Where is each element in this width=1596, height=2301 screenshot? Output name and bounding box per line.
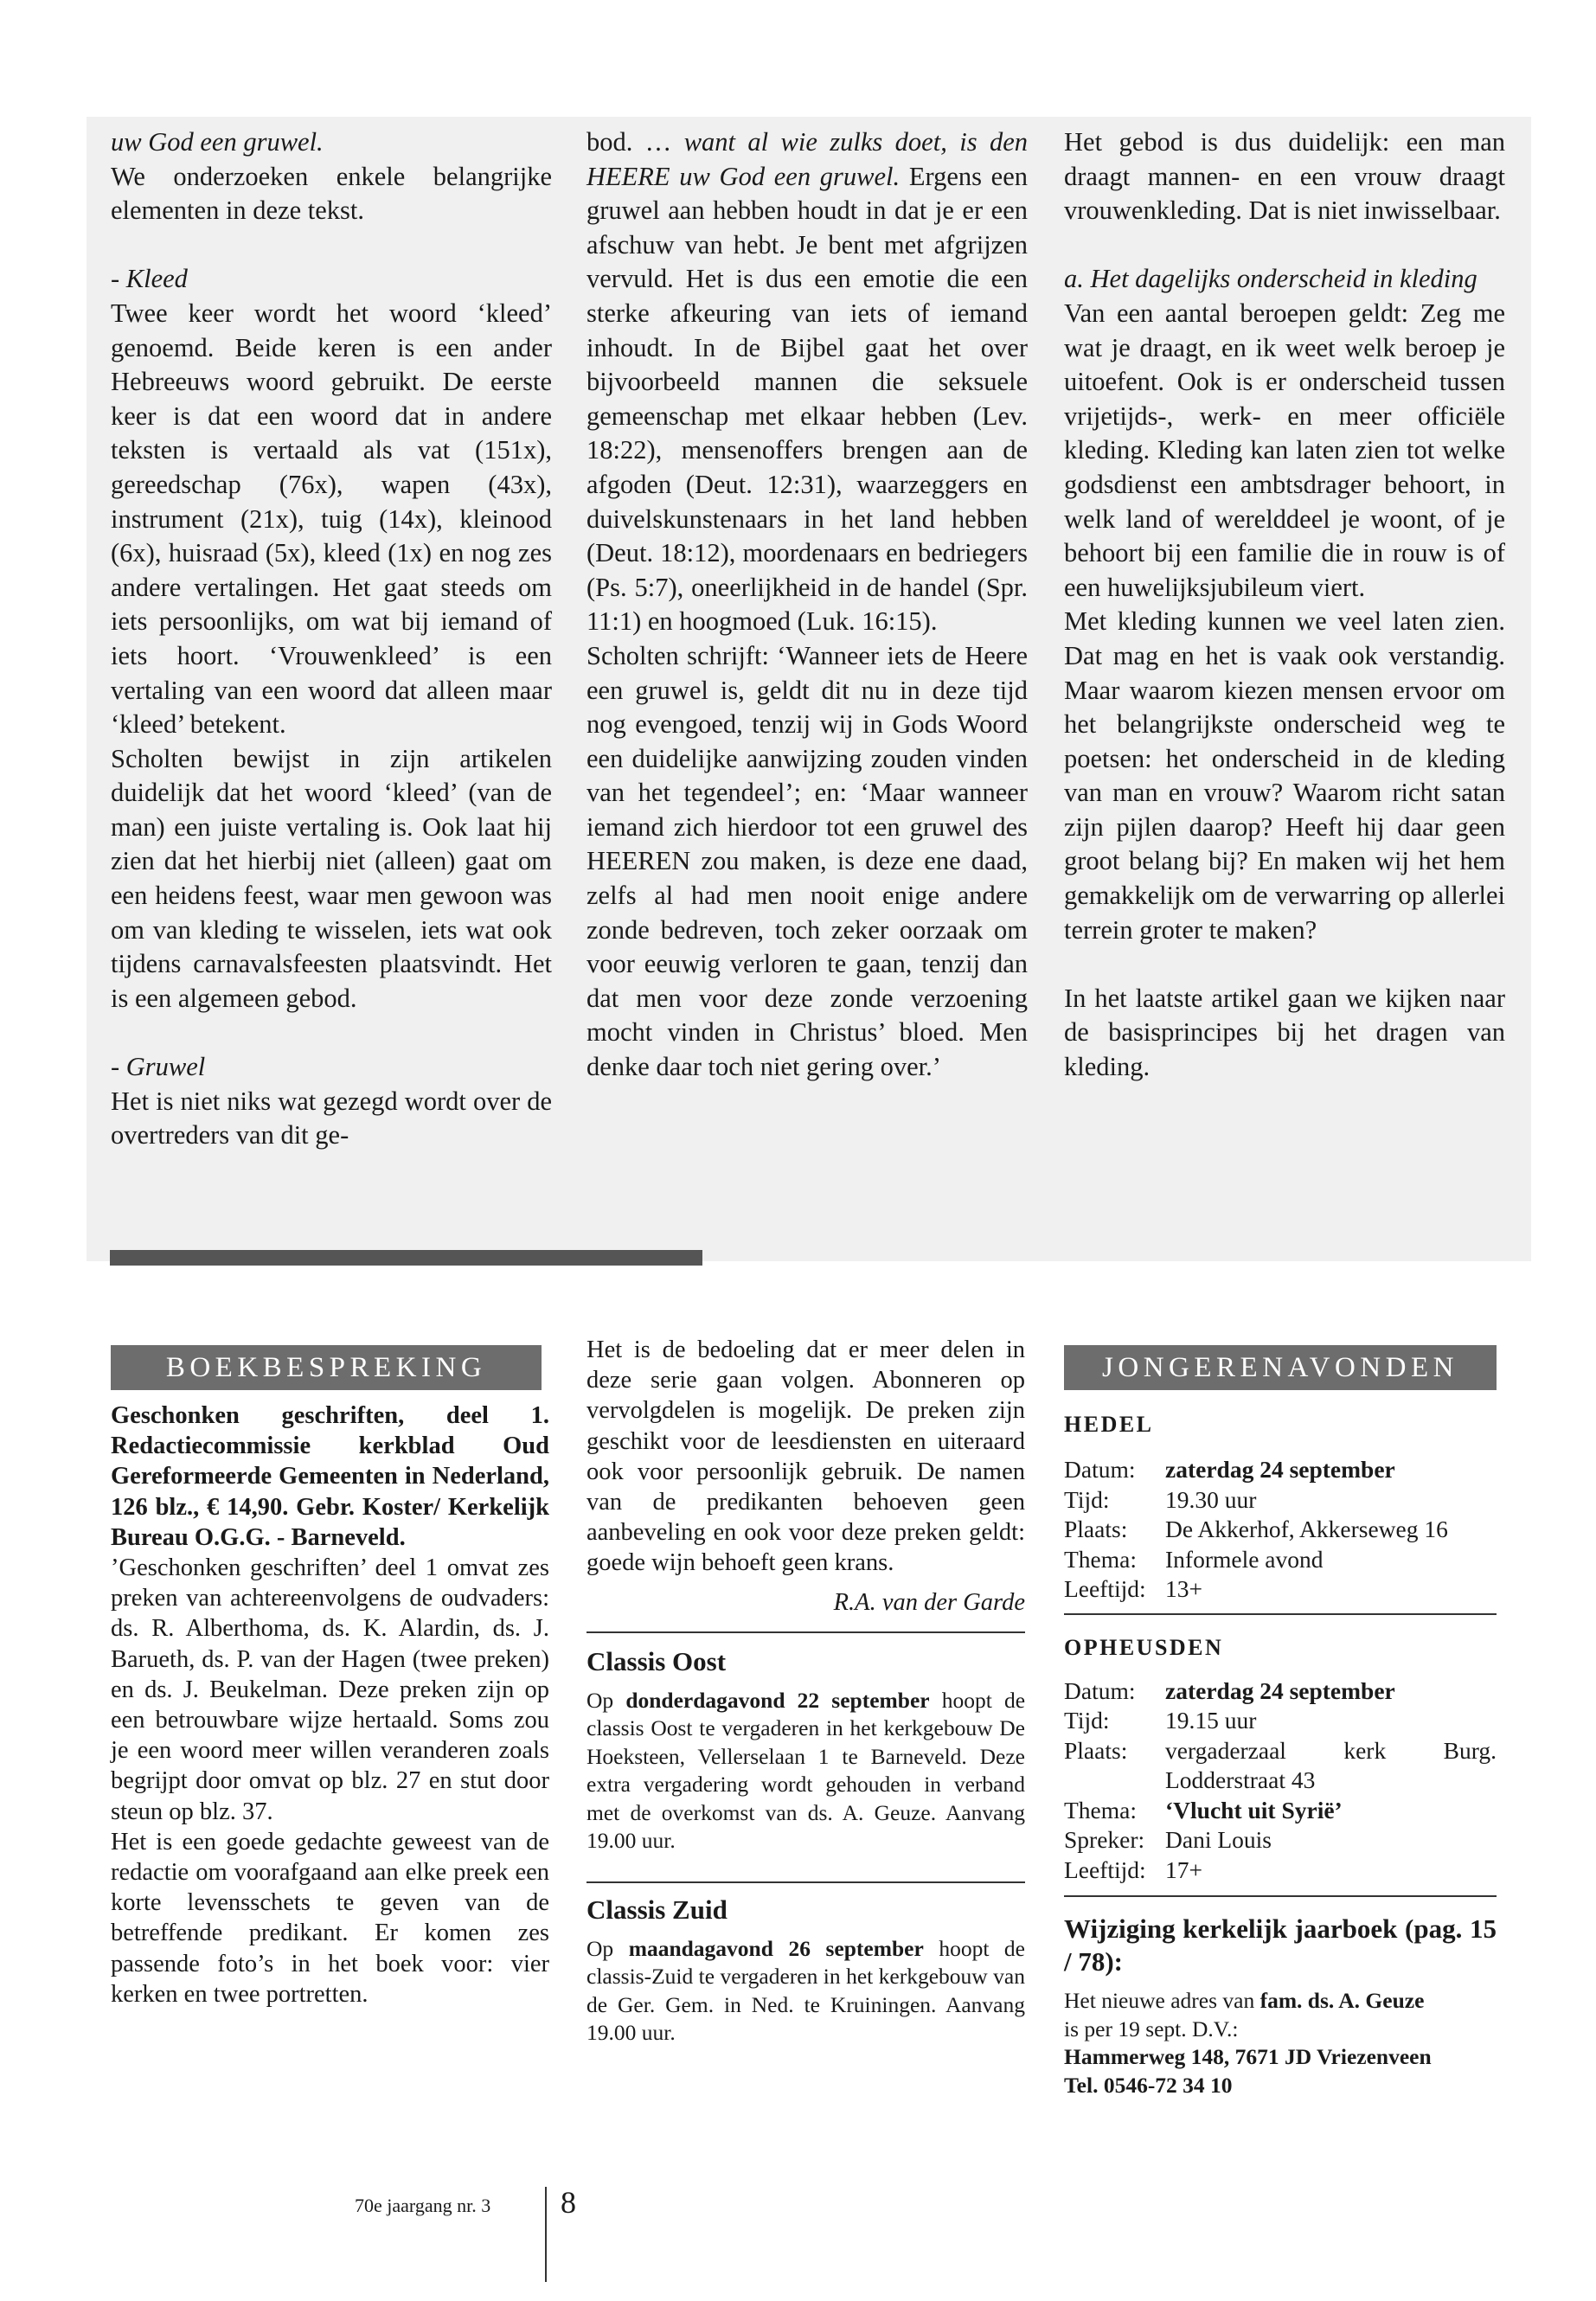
opheusden-label: OPHEUSDEN: [1064, 1634, 1224, 1660]
jaarboek-name: fam. ds. A. Geuze: [1259, 1988, 1425, 2014]
hedel-row-key: Thema:: [1064, 1545, 1137, 1573]
hedel-row: [1064, 1455, 1448, 1485]
hedel-row-key: Plaats:: [1064, 1516, 1128, 1543]
hedel-row: [1064, 1485, 1448, 1516]
kleed-paragraph: Twee keer wordt het woord ‘kleed’ genoemd. Beide keren is een ander Hebreeuws woord gebruikt. De eerste keer is dat een woord dat in andere teksten is vertaald als vat (151x), gereedschap (76x), wapen (43x), instrument (21x), tuig (14x), kleinood (6x), huisraad (5x), kleed (1x) en nog zes andere vertalingen. Het gaat steeds om iets persoonlijks, om wat bij iemand of iets hoort. ‘Vrouwenkleed’ is een vertaling van een woord dat alleen maar ‘kleed’ betekent.: [111, 298, 552, 740]
divider-line: [586, 1881, 1025, 1883]
onderscheid-heading: a. Het dagelijks onderscheid in kleding: [1064, 264, 1477, 294]
opheusden-row: [1064, 1856, 1497, 1886]
review-author: R.A. van der Garde: [833, 1588, 1025, 1616]
beroepen-paragraph: Van een aantal beroepen geldt: Zeg me wat je draagt, en ik weet welk beroep je uitoefent. Ook is er onderscheid tussen vrijetijds-, werk- en meer officiële kleding. Kleding kan laten zien tot welke godsdienst een ambtsdrager behoort, in welk land of werelddeel je woont, of je behoort bij een familie die in rouw is of een huwelijksjubileum viert.: [1064, 298, 1505, 602]
divider-line: [586, 1631, 1025, 1633]
jaarboek-address: Hammerweg 148, 7671 JD Vriezenveen: [1064, 2044, 1432, 2070]
classis-zuid-body: hoopt de classis-Zuid te vergaderen in het kerkgebouw van de Ger. Gem. in Ned. te Kruiningen. Aanvang 19.00 uur.: [586, 1935, 1025, 2046]
divider-line: [1064, 1613, 1497, 1615]
boekbespreking-heading: BOEKBESPREKING: [111, 1345, 542, 1390]
book-review-paragraph-3: Het is de bedoeling dat er meer delen in deze serie gaan volgen. Abonneren op vervolgdelen is mogelijk. De preken zijn geschikt voor de leesdiensten en uiteraard ook voor persoonlijk gebruik. De namen van de predikanten behoeven geen aanbeveling en ook voor deze preken geldt: goede wijn behoeft geen krans.: [586, 1336, 1025, 1577]
divider-line: [1064, 1895, 1497, 1897]
book-title-info: Geschonken geschriften, deel 1. Redactiecommissie kerkblad Oud Gereformeerde Gemeenten in Nederland, 126 blz., € 14,90. Gebr. Koster/ Kerkelijk Bureau O.G.G. - Barneveld.: [111, 1402, 549, 1551]
hedel-label: HEDEL: [1064, 1412, 1154, 1437]
hedel-row-value: zaterdag 24 september: [1165, 1456, 1395, 1484]
hedel-row-value: 19.30 uur: [1165, 1485, 1257, 1513]
gebod-start: bod. …: [586, 127, 672, 157]
gebod-quote: want al wie zulks doet, is den HEERE uw God een gruwel.: [586, 127, 1029, 191]
hedel-row-key: Leeftijd:: [1064, 1575, 1146, 1603]
opheusden-row-value: zaterdag 24 september: [1165, 1676, 1395, 1704]
book-review-paragraph-1: ’Geschonken geschriften’ deel 1 omvat zes preken van achtereenvolgens de oudvaders: ds. R. Alberthoma, ds. K. Alardin, ds. J. Barueth, ds. P. van der Hagen (twee preken) en ds. J. Beukelman. Deze preken zijn op een betrouwbare wijze hertaald. Soms zou je een woord meer willen veranderen zoals begrijpt door omvat op blz. 27 en stut door steun op blz. 37.: [111, 1554, 549, 1825]
hedel-info-table: [1064, 1455, 1448, 1605]
classis-oost-text: [586, 1687, 1025, 1856]
jaarboek-text-2: is per 19 sept. D.V.:: [1064, 2016, 1239, 2041]
opheusden-row-key: Thema:: [1064, 1796, 1137, 1823]
volume-info: 70e jaargang nr. 3: [355, 2195, 491, 2216]
opheusden-row-key: Spreker:: [1064, 1826, 1145, 1854]
hedel-row-key: Datum:: [1064, 1456, 1136, 1484]
classis-zuid-op: Op: [586, 1935, 614, 1961]
page-number: 8: [561, 2185, 576, 2220]
article-column-3: [1064, 125, 1505, 1085]
boekbespreking-column: [111, 1345, 549, 2009]
hedel-row: [1064, 1515, 1448, 1545]
classis-zuid-date: maandagavond 26 september: [628, 1935, 924, 1961]
gruwel-paragraph: Het is niet niks wat gezegd wordt over de overtreders van dit ge-: [111, 1086, 552, 1150]
opheusden-row-key: Tijd:: [1064, 1707, 1110, 1734]
hedel-row: [1064, 1574, 1448, 1605]
jaarboek-phone: Tel. 0546-72 34 10: [1064, 2072, 1233, 2098]
opheusden-row-key: Leeftijd:: [1064, 1856, 1146, 1883]
scholten-quote: Scholten schrijft: ‘Wanneer iets de Heere een gruwel is, geldt dit nu in deze tijd nog evengoed, tenzij wij in Gods Woord een duidelijke aanwijzing zouden vinden van het tegendeel’; en: ‘Maar wanneer iemand zich hierdoor tot een gruwel des HEEREN zou maken, is deze ene daad, zelfs al had men nooit enige andere zonde bedreven, toch zeker oorzaak om voor eeuwig verloren te gaan, tenzij dan dat men voor deze zonde verzoening mocht vinden in Christus’ bloed. Men denke daar toch niet gering over.’: [586, 640, 1028, 1082]
classis-zuid-text: [586, 1935, 1025, 2048]
section-divider-bar: [110, 1250, 702, 1266]
opheusden-row-value: 19.15 uur: [1165, 1707, 1257, 1734]
hedel-row-key: Tijd:: [1064, 1485, 1110, 1513]
classis-oost-op: Op: [586, 1687, 614, 1713]
opheusden-row-value: vergaderzaal kerk Burg. Lodderstraat 43: [1165, 1736, 1497, 1794]
article-column-1: [111, 125, 552, 1153]
kleding-paragraph: Met kleding kunnen we veel laten zien. Dat mag en het is vaak ook verstandig. Maar waarom kiezen mensen ervoor om het belangrijkste onderscheid weg te poetsen: het onderscheid in de kleding van man en vrouw? Waarom richt satan zijn pijlen daarop? Heeft hij daar geen groot belang bij? En maken wij het hem gemakkelijk om de verwarring op allerlei terrein groter te maken?: [1064, 606, 1505, 945]
hedel-row-value: De Akkerhof, Akkerseweg 16: [1165, 1516, 1448, 1543]
opheusden-row-value: ‘Vlucht uit Syrië’: [1165, 1796, 1343, 1823]
article-column-2: [586, 125, 1028, 1085]
opheusden-row-value: Dani Louis: [1165, 1826, 1272, 1854]
gruwel-heading: - Gruwel: [111, 1052, 206, 1082]
hedel-row-value: 13+: [1165, 1575, 1203, 1603]
gruwel-explanation: Ergens een gruwel aan hebben houdt in dat je er een afschuw van hebt. Je bent met afgrijzen vervuld. Het is dus een emotie die een sterke afkeuring van iets of iemand inhoudt. In de Bijbel gaat het over bijvoorbeeld mannen die seksuele gemeenschap met elkaar hebben (Lev. 18:22), mensenoffers brengen aan de afgoden (Deut. 12:31), waarzeggers en duivelskunstenaars in het land hebben (Deut. 18:12), moordenaars en bedriegers (Ps. 5:7), oneerlijkheid in de handel (Spr. 11:1) en hoogmoed (Luk. 16:15).: [586, 161, 1029, 637]
hedel-row: [1064, 1545, 1448, 1575]
opheusden-row-key: Datum:: [1064, 1676, 1136, 1704]
hedel-row-value: Informele avond: [1165, 1545, 1324, 1573]
jaarboek-text-1: Het nieuwe adres van: [1064, 1988, 1255, 2014]
scholten-paragraph: Scholten bewijst in zijn artikelen duidelijk dat het woord ‘kleed’ (van de man) een juiste vertaling is. Ook laat hij zien dat het hierbij niet (alleen) gaat om een heidens feest, waar men gewoon was om van kleding te wisselen, iets wat ook tijdens carnavalsfeesten plaatsvindt. Het is een algemeen gebod.: [111, 743, 552, 1013]
classis-oost-date: donderdagavond 22 september: [625, 1687, 930, 1713]
classis-oost-heading: Classis Oost: [586, 1645, 727, 1676]
opheusden-row: [1064, 1736, 1497, 1796]
opheusden-row: [1064, 1706, 1497, 1736]
gebod-conclusion: Het gebod is dus duidelijk: een man draagt mannen- en een vrouw draagt vrouwenkleding. Dat is niet inwisselbaar.: [1064, 127, 1505, 226]
jaarboek-text: [1064, 1987, 1497, 2099]
opheusden-row-value: 17+: [1165, 1856, 1203, 1883]
opheusden-row: [1064, 1796, 1497, 1826]
jongerenavonden-column: [1064, 1345, 1497, 2099]
jaarboek-heading: Wijziging kerkelijk jaarboek (pag. 15 / 78):: [1064, 1913, 1497, 1977]
opheusden-row-key: Plaats:: [1064, 1736, 1128, 1764]
jongerenavonden-heading: JONGERENAVONDEN: [1064, 1345, 1497, 1390]
book-review-paragraph-2: Het is een goede gedachte geweest van de redactie om voorafgaand aan elke preek een korte levensschets te geven van de betreffende predikant. Er komen zes passende foto’s in het boek voor: vier kerken en twee portretten.: [111, 1828, 549, 2008]
footer-divider: [545, 2187, 547, 2282]
kleed-heading: - Kleed: [111, 264, 188, 294]
next-article-note: In het laatste artikel gaan we kijken naar de basisprincipes bij het dragen van kleding.: [1064, 983, 1505, 1082]
opheusden-row: [1064, 1825, 1497, 1856]
opheusden-row: [1064, 1676, 1497, 1707]
classis-oost-body: hoopt de classis Oost te vergaderen in het kerkgebouw De Hoeksteen, Vellerselaan 1 te Barneveld. Deze extra vergadering wordt gehouden in verband met de overkomst van ds. A. Geuze. Aanvang 19.00 uur.: [586, 1687, 1026, 1854]
opheusden-info-table: [1064, 1676, 1497, 1886]
article-intro-italic: uw God een gruwel.: [111, 127, 324, 157]
article-intro-text: We onderzoeken enkele belangrijke elementen in deze tekst.: [111, 161, 552, 226]
classis-zuid-heading: Classis Zuid: [586, 1894, 727, 1925]
middle-column: [586, 1335, 1025, 2048]
